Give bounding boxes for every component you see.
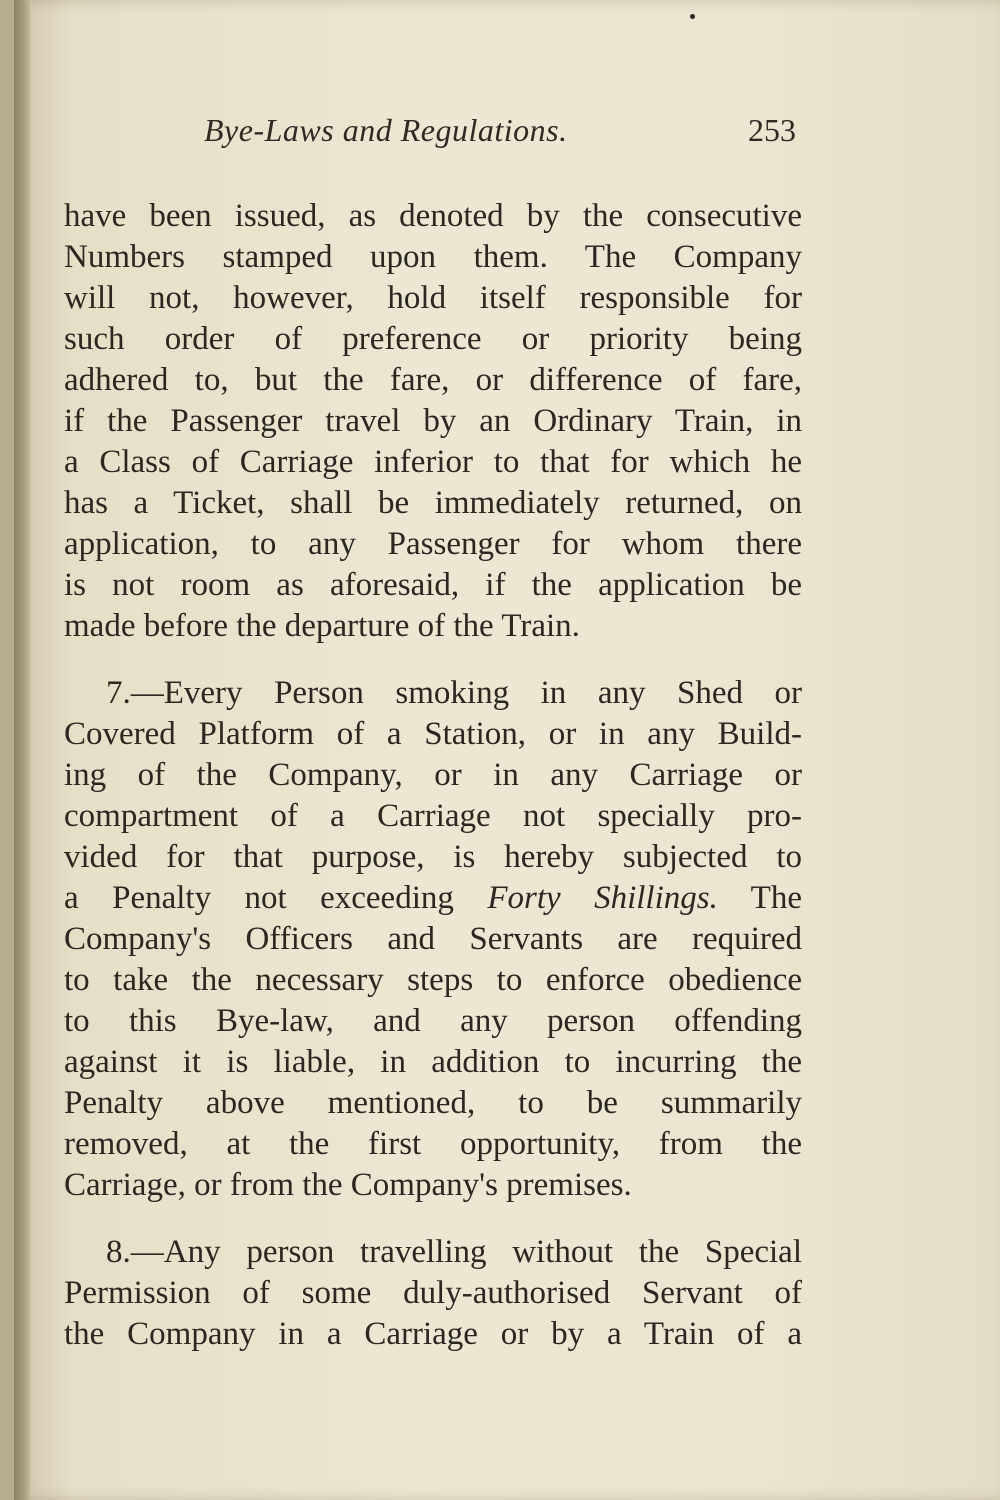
text-line: Penalty above mentioned, to be summarily xyxy=(64,1085,802,1121)
text-line: vided for that purpose, is hereby subjected to xyxy=(64,839,802,875)
book-page xyxy=(14,0,1000,1500)
paragraph-continuation xyxy=(64,196,802,647)
text-line: adhered to, but the fare, or difference of fare, xyxy=(64,362,802,398)
text-fragment: a Penalty not exceeding xyxy=(64,880,488,916)
text-line: to take the necessary steps to enforce obedience xyxy=(64,962,802,998)
text-fragment: The xyxy=(717,880,802,916)
text-line: is not room as aforesaid, if the application be xyxy=(64,567,802,603)
text-line: a Class of Carriage inferior to that for which he xyxy=(64,444,802,480)
text-line: compartment of a Carriage not specially pro- xyxy=(64,798,802,834)
running-head: Bye-Laws and Regulations. xyxy=(204,112,568,148)
text-line: if the Passenger travel by an Ordinary Train, in xyxy=(64,403,802,439)
text-line: Carriage, or from the Company's premises. xyxy=(64,1167,632,1203)
page-number: 253 xyxy=(748,112,796,148)
paragraph-spacer xyxy=(64,1206,802,1232)
bye-law-7 xyxy=(64,673,802,1206)
text-line: to this Bye-law, and any person offending xyxy=(64,1003,802,1039)
text-line: Permission of some duly-authorised Servant of xyxy=(64,1275,802,1311)
page-header xyxy=(204,112,796,160)
text-line: 8.—Any person travelling without the Special xyxy=(106,1234,802,1270)
text-line: ing of the Company, or in any Carriage or xyxy=(64,757,802,793)
text-line: 7.—Every Person smoking in any Shed or xyxy=(106,675,802,711)
text-line-penalty xyxy=(64,878,802,919)
text-line: made before the departure of the Train. xyxy=(64,608,580,644)
text-line: the Company in a Carriage or by a Train of a xyxy=(64,1316,802,1352)
text-line: will not, however, hold itself responsible for xyxy=(64,280,802,316)
bye-law-8 xyxy=(64,1232,802,1355)
body-text xyxy=(64,196,802,1355)
paragraph-spacer xyxy=(64,647,802,673)
text-line: application, to any Passenger for whom there xyxy=(64,526,802,562)
text-line: has a Ticket, shall be immediately returned, on xyxy=(64,485,802,521)
penalty-amount: Forty Shillings. xyxy=(487,880,718,916)
text-line: against it is liable, in addition to incurring the xyxy=(64,1044,802,1080)
ink-speck xyxy=(690,14,695,19)
text-line: removed, at the first opportunity, from the xyxy=(64,1126,802,1162)
text-line: have been issued, as denoted by the consecutive xyxy=(64,198,802,234)
text-line: Covered Platform of a Station, or in any Build- xyxy=(64,716,802,752)
book-spine-shadow xyxy=(14,0,30,1500)
text-line: Company's Officers and Servants are required xyxy=(64,921,802,957)
text-line: Numbers stamped upon them. The Company xyxy=(64,239,802,275)
text-line: such order of preference or priority being xyxy=(64,321,802,357)
